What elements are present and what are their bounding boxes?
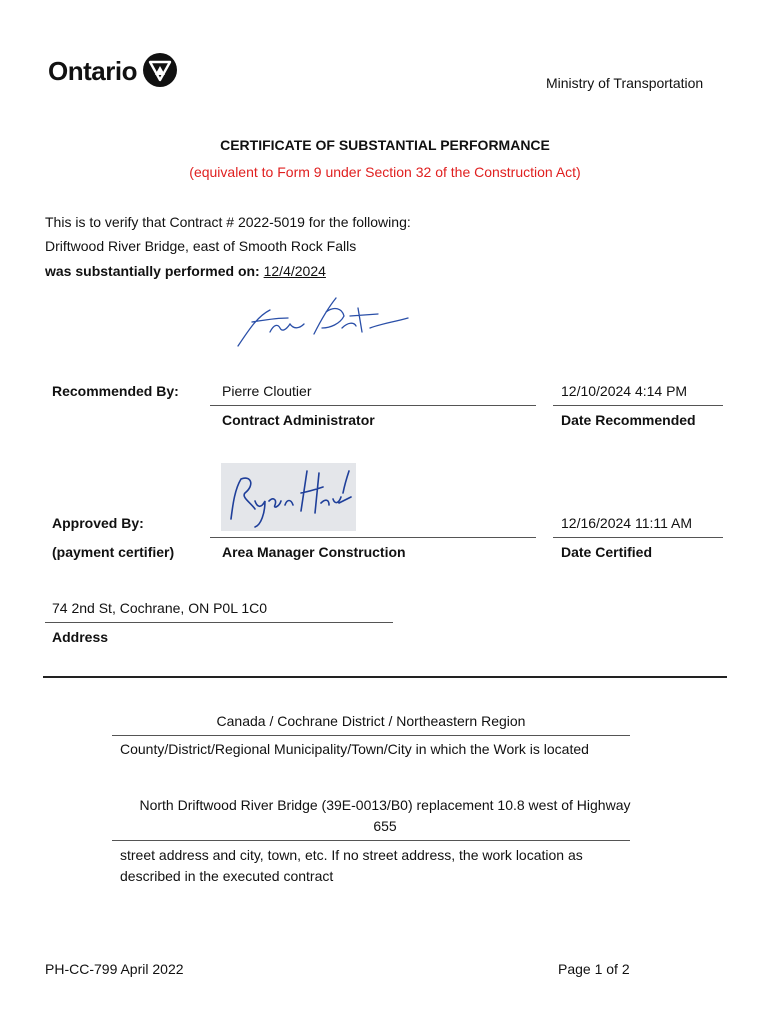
intro-line-1: This is to verify that Contract # 2022-5019 for the following: — [45, 214, 411, 230]
region-value: Canada / Cochrane District / Northeastern Region — [216, 713, 526, 729]
performed-date: 12/4/2024 — [263, 263, 326, 279]
recommender-role: Contract Administrator — [222, 412, 375, 428]
approver-role: Area Manager Construction — [222, 544, 406, 560]
recommended-date-rule — [553, 405, 723, 406]
section-divider — [43, 676, 727, 678]
address-label: Address — [52, 629, 109, 645]
work-location-label-line-1: street address and city, town, etc. If no street address, the work location as — [120, 847, 583, 863]
page-number: Page 1 of 2 — [558, 961, 630, 977]
recommended-date: 12/10/2024 4:14 PM — [561, 383, 688, 399]
approved-by-label: Approved By: — [52, 515, 144, 531]
recommender-signature — [230, 288, 415, 356]
address-value: 74 2nd St, Cochrane, ON P0L 1C0 — [52, 600, 268, 616]
form-id: PH-CC-799 April 2022 — [45, 961, 184, 977]
work-location-label-line-2: described in the executed contract — [120, 868, 334, 884]
performed-label: was substantially performed on: — [45, 263, 264, 279]
certified-date-rule — [553, 537, 723, 538]
work-location-rule — [112, 840, 630, 841]
intro-line-2: Driftwood River Bridge, east of Smooth Rock Falls — [45, 238, 357, 254]
payment-certifier-label: (payment certifier) — [52, 544, 175, 560]
certificate-title: CERTIFICATE OF SUBSTANTIAL PERFORMANCE — [220, 137, 550, 153]
ontario-logo-text: Ontario — [48, 56, 137, 86]
work-location-value-line-2: 655 — [373, 818, 397, 834]
trillium-logo-icon — [142, 52, 178, 88]
work-location-value-line-1: North Driftwood River Bridge (39E-0013/B0) replacement 10.8 west of Highway — [139, 797, 631, 813]
approver-name-rule — [210, 537, 536, 538]
recommender-name-rule — [210, 405, 536, 406]
certified-date: 12/16/2024 11:11 AM — [561, 515, 693, 531]
performed-line — [45, 263, 326, 279]
region-rule — [112, 735, 630, 736]
ministry-name: Ministry of Transportation — [546, 75, 704, 91]
region-label: County/District/Regional Municipality/Town/City in which the Work is located — [120, 741, 589, 757]
recommended-by-label: Recommended By: — [52, 383, 179, 399]
address-rule — [45, 622, 393, 623]
recommender-name: Pierre Cloutier — [222, 383, 312, 399]
date-certified-label: Date Certified — [561, 544, 653, 560]
date-recommended-label: Date Recommended — [561, 412, 696, 428]
certificate-subtitle: (equivalent to Form 9 under Section 32 of the Construction Act) — [189, 164, 581, 180]
approver-signature — [221, 463, 356, 531]
